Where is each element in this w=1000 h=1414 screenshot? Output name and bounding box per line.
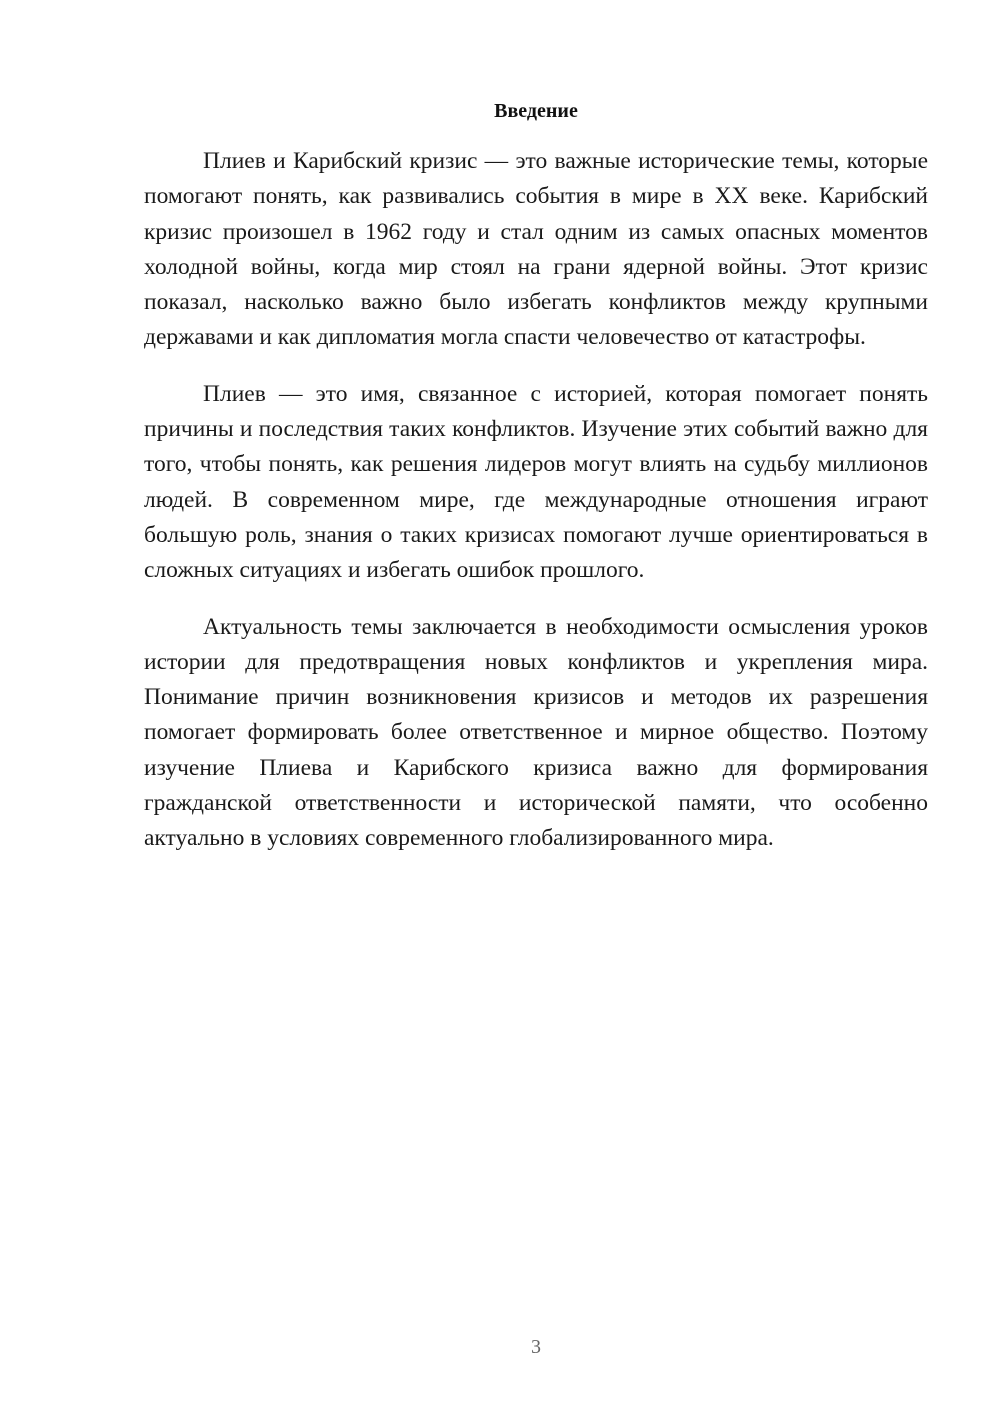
paragraph-3: Актуальность темы заключается в необходимости осмысления уроков истории для предотвращения новых конфликтов и укрепления мира. Понимание причин возникновения кризисов и методов их разрешения помогает формировать более ответственное и мирное общество. Поэтому изучение Плиева и Карибского кризиса важно для формирования гражданской ответственности и исторической памяти, что особенно актуально в условиях современного глобализированного мира. xyxy=(144,613,928,852)
paragraph-1: Плиев и Карибский кризис — это важные исторические темы, которые помогают понять, как развивались события в мире в XX веке. Карибский кризис произошел в 1962 году и стал одним из самых опасных моментов холодной войны, когда мир стоял на грани ядерной войны. Этот кризис показал, насколько важно было избегать конфликтов между крупными державами и как дипломатия могла спасти человечество от катастрофы. xyxy=(144,148,928,351)
page-number: 3 xyxy=(531,1336,541,1358)
section-heading: Введение xyxy=(494,100,578,122)
body-text xyxy=(144,144,928,857)
paragraph-2: Плиев — это имя, связанное с историей, которая помогает понять причины и последствия таких конфликтов. Изучение этих событий важно для того, чтобы понять, как решения лидеров могут влиять на судьбу миллионов людей. В современном мире, где международные отношения играют большую роль, знания о таких кризисах помогают лучше ориентироваться в сложных ситуациях и избегать ошибок прошлого. xyxy=(144,380,928,584)
